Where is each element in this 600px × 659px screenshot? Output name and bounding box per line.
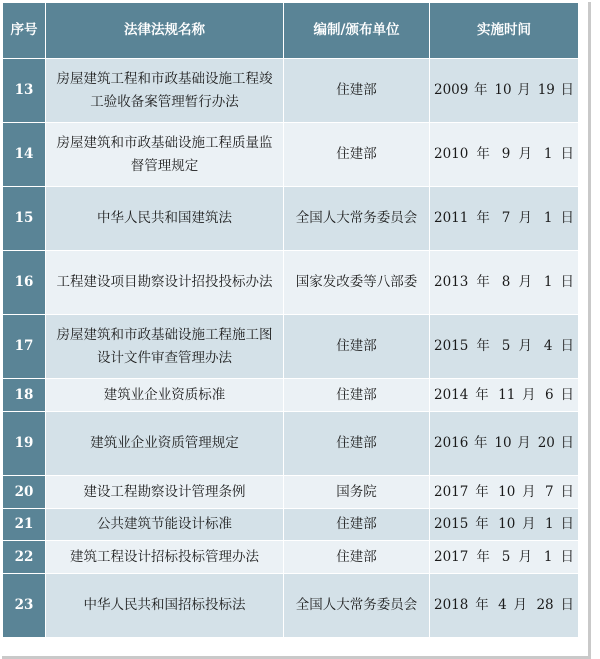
row-number: 20 — [3, 476, 46, 509]
row-number: 21 — [3, 509, 46, 541]
laws-table — [2, 2, 579, 638]
effective-date: 2016 年 10 月 20 日 — [430, 412, 579, 476]
header-name: 法律法规名称 — [46, 3, 284, 59]
row-number: 18 — [3, 379, 46, 412]
table-row — [3, 187, 579, 251]
law-name: 房屋建筑工程和市政基础设施工程竣工验收备案管理暂行办法 — [46, 59, 284, 123]
issuing-unit: 住建部 — [284, 123, 430, 187]
issuing-unit: 住建部 — [284, 59, 430, 123]
effective-date: 2011 年 7 月 1 日 — [430, 187, 579, 251]
table-row — [3, 315, 579, 379]
row-number: 15 — [3, 187, 46, 251]
issuing-unit: 全国人大常务委员会 — [284, 187, 430, 251]
issuing-unit: 国家发改委等八部委 — [284, 251, 430, 315]
effective-date: 2013 年 8 月 1 日 — [430, 251, 579, 315]
table-header-row — [3, 3, 579, 59]
effective-date: 2009 年 10 月 19 日 — [430, 59, 579, 123]
law-name: 中华人民共和国建筑法 — [46, 187, 284, 251]
law-name: 房屋建筑和市政基础设施工程施工图设计文件审查管理办法 — [46, 315, 284, 379]
issuing-unit: 住建部 — [284, 509, 430, 541]
issuing-unit: 国务院 — [284, 476, 430, 509]
table-row — [3, 509, 579, 541]
table-row — [3, 59, 579, 123]
table-row — [3, 412, 579, 476]
effective-date: 2017 年 5 月 1 日 — [430, 541, 579, 574]
table-row — [3, 251, 579, 315]
law-name: 公共建筑节能设计标准 — [46, 509, 284, 541]
row-number: 17 — [3, 315, 46, 379]
effective-date: 2010 年 9 月 1 日 — [430, 123, 579, 187]
table-row — [3, 123, 579, 187]
law-name: 建设工程勘察设计管理条例 — [46, 476, 284, 509]
laws-table-sheet — [2, 2, 591, 659]
table-row — [3, 379, 579, 412]
law-name: 建筑工程设计招标投标管理办法 — [46, 541, 284, 574]
table-row — [3, 476, 579, 509]
row-number: 19 — [3, 412, 46, 476]
effective-date: 2018 年 4 月 28 日 — [430, 574, 579, 638]
law-name: 房屋建筑和市政基础设施工程质量监督管理规定 — [46, 123, 284, 187]
law-name: 建筑业企业资质标准 — [46, 379, 284, 412]
header-date: 实施时间 — [430, 3, 579, 59]
issuing-unit: 住建部 — [284, 541, 430, 574]
effective-date: 2015 年 10 月 1 日 — [430, 509, 579, 541]
law-name: 建筑业企业资质管理规定 — [46, 412, 284, 476]
issuing-unit: 住建部 — [284, 315, 430, 379]
effective-date: 2014 年 11 月 6 日 — [430, 379, 579, 412]
header-unit: 编制/颁布单位 — [284, 3, 430, 59]
law-name: 中华人民共和国招标投标法 — [46, 574, 284, 638]
table-row — [3, 541, 579, 574]
row-number: 13 — [3, 59, 46, 123]
header-no: 序号 — [3, 3, 46, 59]
row-number: 23 — [3, 574, 46, 638]
issuing-unit: 住建部 — [284, 412, 430, 476]
effective-date: 2017 年 10 月 7 日 — [430, 476, 579, 509]
effective-date: 2015 年 5 月 4 日 — [430, 315, 579, 379]
law-name: 工程建设项目勘察设计招投投标办法 — [46, 251, 284, 315]
table-row — [3, 574, 579, 638]
row-number: 14 — [3, 123, 46, 187]
row-number: 22 — [3, 541, 46, 574]
issuing-unit: 全国人大常务委员会 — [284, 574, 430, 638]
row-number: 16 — [3, 251, 46, 315]
issuing-unit: 住建部 — [284, 379, 430, 412]
